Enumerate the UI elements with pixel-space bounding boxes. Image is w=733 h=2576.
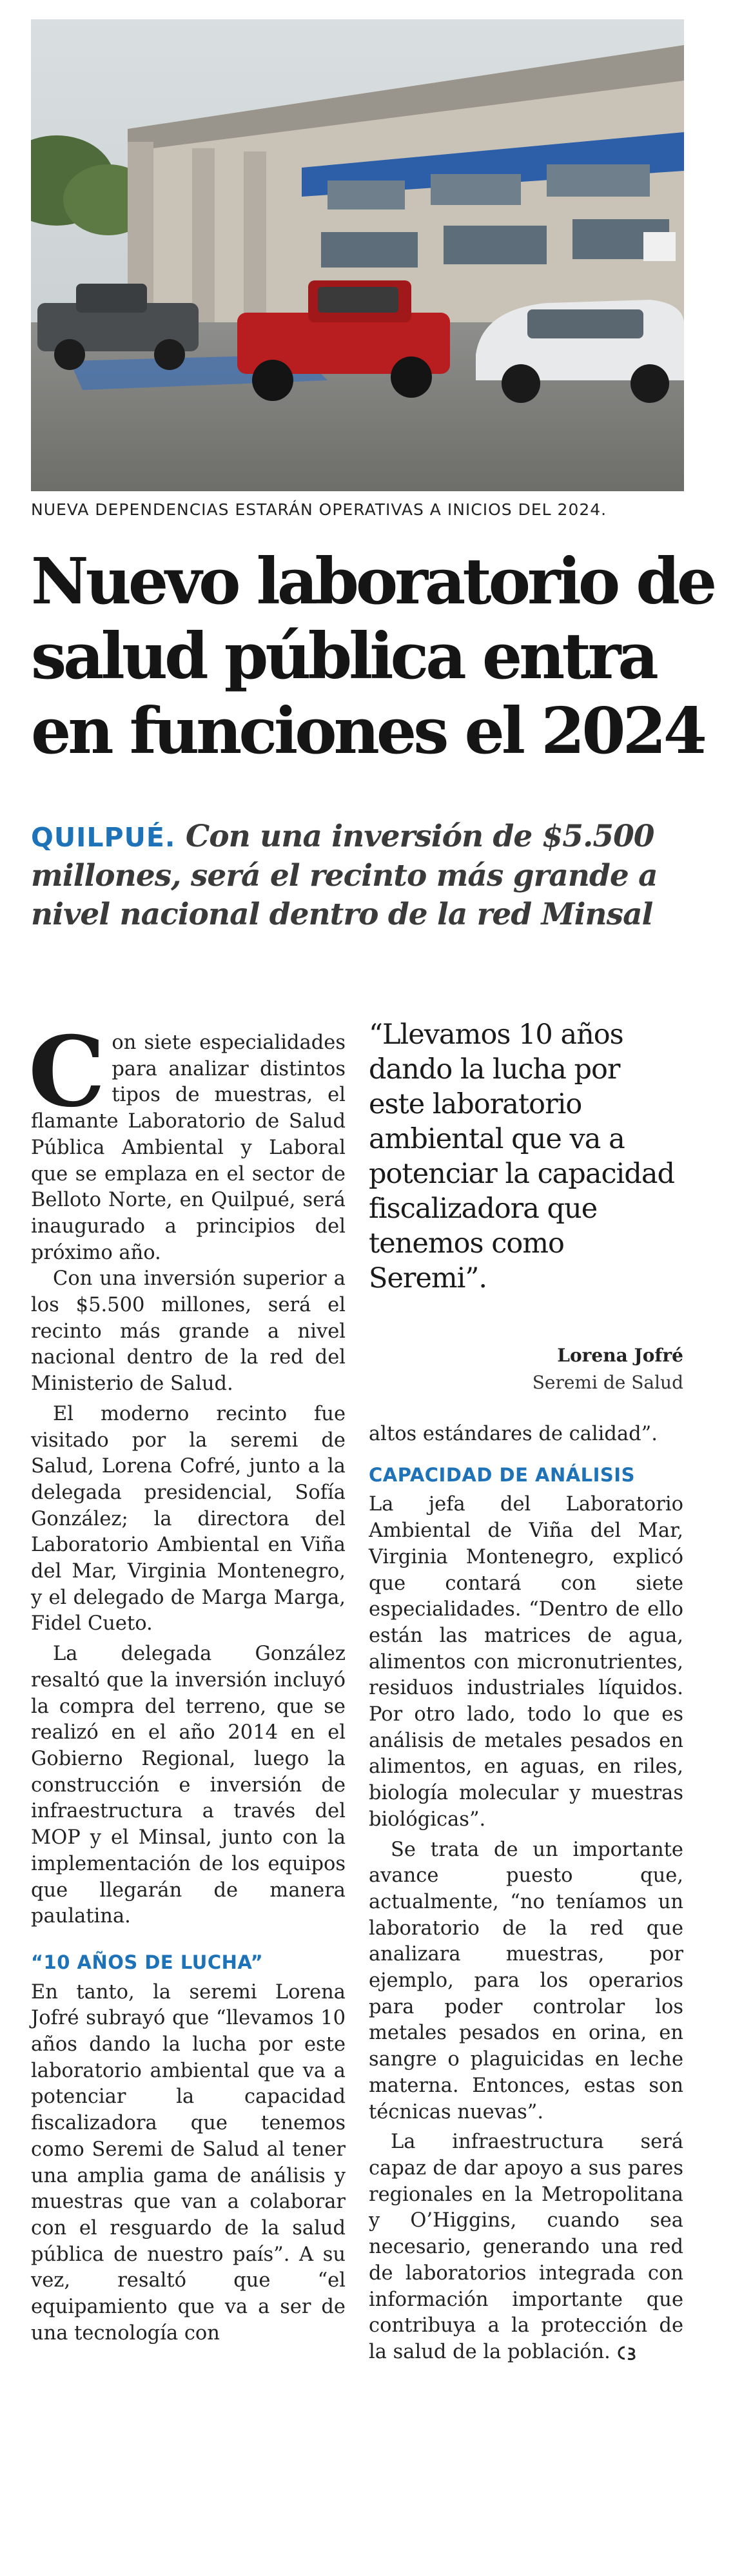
photo-caption: NUEVA DEPENDENCIAS ESTARÁN OPERATIVAS A INICIOS DEL 2024. — [31, 500, 607, 519]
body-paragraph-7: Se trata de un importante avance puesto que, actualmente, “no teníamos un laboratorio de la red que analizara muestras, por ejemplo, para los operarios para poder controlar los metales pesados en orina, en sangre o plaguicidas en leche materna. Entonces, estas son técnicas nuevas”. — [369, 1838, 683, 2123]
article-photo — [31, 19, 684, 491]
building-photo-illustration — [31, 19, 684, 491]
body-paragraph-8-text: La infraestructura será capaz de dar apoyo a sus pares regionales en la Metropolitana y O’Higgins, cuando sea necesario, generando una red de laboratorios integrada con información importante que contribuya a la protección de la salud de la población. — [369, 2131, 683, 2363]
headline — [31, 545, 714, 769]
body-paragraph-6: La jefa del Laboratorio Ambiental de Viña del Mar, Virginia Montenegro, explicó que contará con siete especialidades. “Dentro de ello están las matrices de agua, alimentos con micronutrientes, residuos industriales líquidos. Por otro lado, todo lo que es análisis de metales pesados en alimentos, en aguas, en riles, biología molecular y muestras biológicas”. — [369, 1493, 683, 1831]
headline-line-3: en funciones el 2024 — [31, 694, 704, 768]
body-paragraph-2: Con una inversión superior a los $5.500 millones, será el recinto más grande a nivel nacional dentro de la red del Ministerio de Salud. — [31, 1267, 346, 1396]
body-paragraph-8 — [369, 2129, 683, 2365]
body-paragraph-1 — [28, 1015, 346, 1266]
pull-quote-role: Seremi de Salud — [532, 1372, 683, 1393]
pull-quote: “Llevamos 10 años dando la lucha por este laboratorio ambiental que va a potenciar la capacidad fiscalizadora que tenemos como Seremi”. — [369, 1019, 674, 1294]
pull-quote-name: Lorena Jofré — [557, 1345, 683, 1366]
subhead-capacidad-de-analisis: CAPACIDAD DE ANÁLISIS — [369, 1463, 635, 1486]
body-paragraph-1-text: on siete especialidades para analizar distintos tipos de muestras, el flamante Laboratorio de Salud Pública Ambiental y Laboral que se emplaza en el sector de Belloto Norte, en Quilpué, será inaugurado a principios del próximo año. — [31, 1031, 346, 1264]
deck-city: QUILPUÉ. — [31, 822, 176, 853]
drop-cap: C — [28, 1015, 106, 1129]
deck-line-2: millones, será el recinto más grande a — [31, 858, 658, 893]
body-column-left — [28, 1015, 346, 2347]
headline-line-2: salud pública entra — [31, 620, 656, 694]
body-paragraph-4: La delegada González resaltó que la inversión incluyó la compra del terreno, que se realizó en el año 2014 en el Gobierno Regional, luego la construcción e inversión de infraestructura a través del MOP y el Minsal, junto con la implementación de los equipos que llegarán de manera paulatina. — [31, 1643, 346, 1928]
body-column-right — [369, 1421, 683, 2366]
body-paragraph-3: El moderno recinto fue visitado por la seremi de Salud, Lorena Cofré, junto a la delegada presidencial, Sofía González; la directora del Laboratorio Ambiental en Viña del Mar, Virginia Montenegro, y el delegado de Marga Marga, Fidel Cueto. — [31, 1402, 346, 1635]
deck-line-1: Con una inversión de $5.500 — [185, 819, 654, 854]
subhead-10-anos-de-lucha: “10 AÑOS DE LUCHA” — [31, 1951, 264, 1973]
body-paragraph-5: En tanto, la seremi Lorena Jofré subrayó que “llevamos 10 años dando la lucha por este laboratorio ambiental que va a potenciar la capacidad fiscalizadora que tenemos como Seremi de Salud al tener una amplia gama de análisis y muestras que van a colaborar con el resguardo de la salud pública de nuestro país”. A su vez, resaltó que “el equipamiento que va a ser de una tecnología con — [31, 1980, 346, 2345]
deck-line-3: nivel nacional dentro de la red Minsal — [31, 897, 653, 932]
headline-line-1: Nuevo laboratorio de — [31, 545, 714, 619]
end-of-article-icon — [616, 2345, 638, 2361]
deck — [31, 817, 708, 934]
body-paragraph-5-continued: altos estándares de calidad”. — [369, 1423, 658, 1445]
